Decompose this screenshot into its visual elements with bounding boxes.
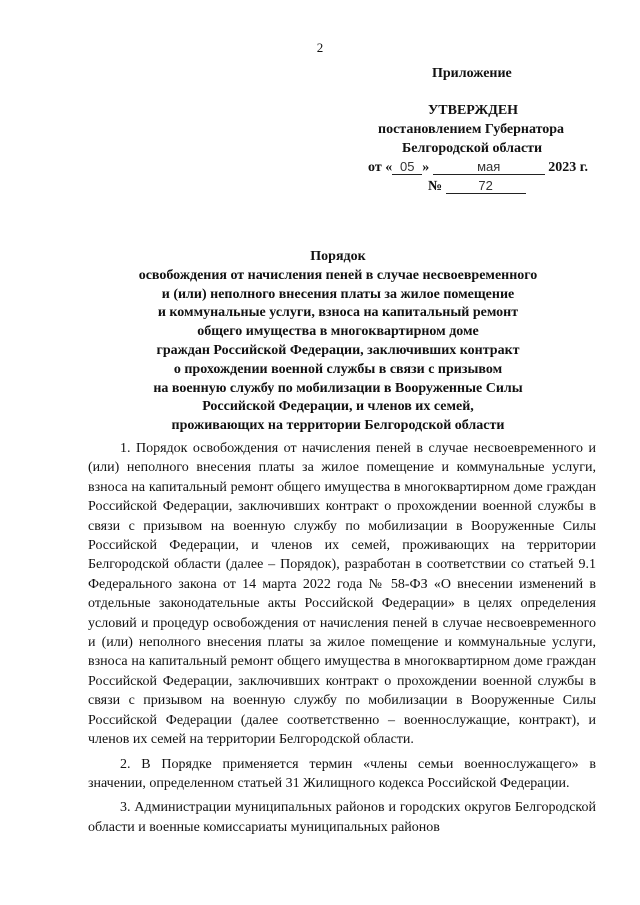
paragraph-1: 1. Порядок освобождения от начисления пеней в случае несвоевременного и (или) неполного внесения платы за жилое помещение и коммунальные услуги, взноса на капитальный ремонт общего имущества в многоквартирном доме граждан Российской Федерации, заключивших контракт о прохождении военной службы в связи с призывом на военную службу по мобилизации в Вооруженные Силы Российской Федерации, и членов их семей, проживающих на территории Белгородской области (далее – Порядок), разработан в соответствии со статьей 9.1 Федерального закона от 14 марта 2022 года № 58-ФЗ «О внесении изменений в отдельные законодательные акты Российской Федерации» в целях определения условий и процедур освобождения от начисления пеней в случае несвоевременного и (или) неполного внесения платы за жилое помещение и коммунальные услуги, взноса на капитальный ремонт общего имущества в многоквартирном доме граждан Российской Федерации, заключивших контракт о прохождении военной службы в связи с призывом на военную службу по мобилизации в Вооруженные Силы Российской Федерации (далее соответственно – военнослужащие, контракт), и членов их семей на территории Белгородской области. — [88, 441, 596, 748]
date-month: мая — [433, 159, 545, 175]
date-mid: » — [422, 160, 430, 175]
title-line: освобождения от начисления пеней в случае несвоевременного — [138, 267, 538, 283]
region-line: Белгородской области — [402, 141, 543, 156]
title-line: на военную службу по мобилизации в Вооруженные Силы — [153, 380, 523, 396]
approved-label: УТВЕРЖДЕН — [428, 103, 519, 118]
approval-stamp — [340, 64, 620, 196]
decree-line: постановлением Губернатора — [378, 122, 565, 137]
title-line: о прохождении военной службы в связи с призывом — [173, 361, 503, 377]
date-prefix: от « — [368, 160, 393, 175]
title-line: проживающих на территории Белгородской области — [171, 418, 505, 434]
title-line: граждан Российской Федерации, заключивших контракт — [156, 342, 520, 358]
date-year: 2023 г. — [548, 160, 588, 175]
title-line: и коммунальные услуги, взноса на капитальный ремонт — [157, 305, 519, 321]
document-body — [88, 439, 596, 842]
paragraph-2: 2. В Порядке применяется термин «члены семьи военнослужащего» в значении, определенном статьей 31 Жилищного кодекса Российской Федерации. — [88, 756, 596, 791]
title-line: общего имущества в многоквартирном доме — [197, 324, 479, 340]
paragraph-3: 3. Администрации муниципальных районов и городских округов Белгородской области и военные комиссариаты муниципальных районов — [88, 800, 596, 835]
number-sign: № — [428, 179, 443, 194]
title-heading: Порядок — [310, 249, 366, 264]
page-number: 2 — [316, 40, 324, 55]
approval-number — [428, 177, 620, 196]
approval-date — [368, 158, 620, 177]
title-subtitle — [88, 267, 588, 436]
number-value: 72 — [446, 178, 526, 194]
title-line: и (или) неполного внесения платы за жилое помещение — [161, 286, 515, 302]
title-line: Российской Федерации, и членов их семей, — [202, 399, 474, 415]
document-title — [88, 248, 588, 436]
date-day: 05 — [392, 159, 422, 175]
appendix-label: Приложение — [432, 66, 512, 81]
